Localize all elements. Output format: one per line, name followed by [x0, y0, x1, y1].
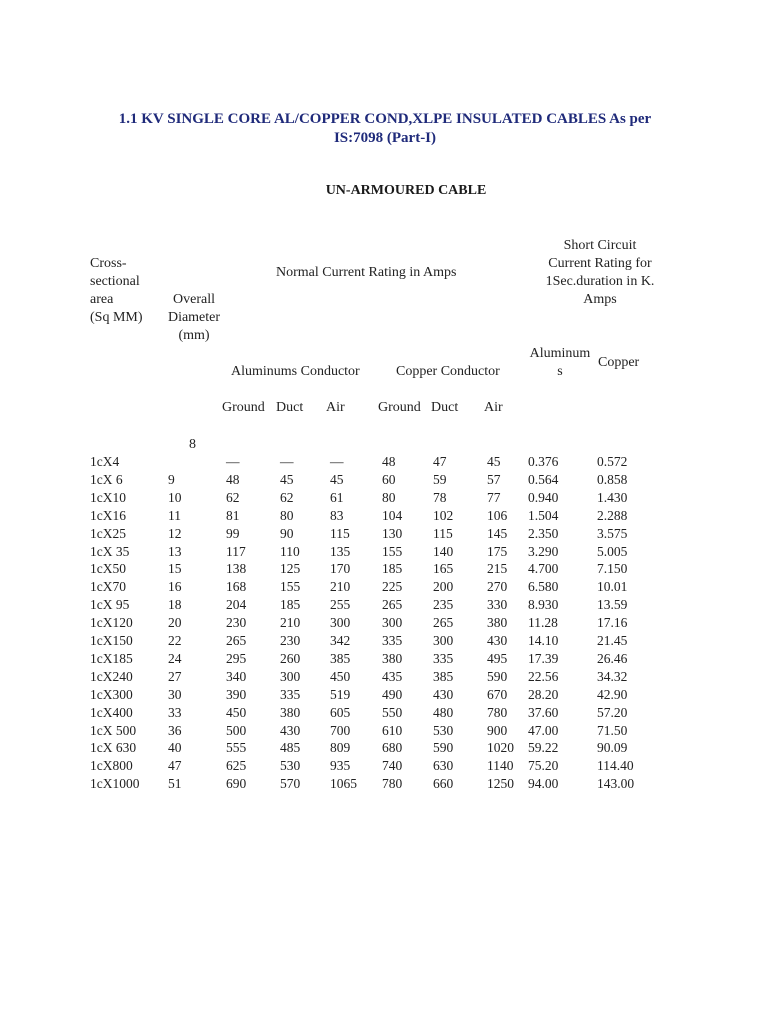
cell-cu-air: 430 — [487, 633, 508, 648]
cell-dia: 36 — [168, 722, 182, 738]
cell-al-air: 135 — [330, 543, 351, 559]
cell-cu-air: 215 — [487, 561, 508, 577]
cell-sc-al: 37.60 — [528, 704, 559, 720]
table-row — [0, 739, 768, 757]
cell-dia: 10 — [168, 489, 182, 505]
cell-al-duct: 110 — [280, 543, 300, 559]
cell-cu-air: 1140 — [487, 758, 514, 774]
cell-sc-cu: 90.09 — [597, 740, 628, 756]
cell-al-duct: 300 — [280, 668, 301, 684]
table-row — [0, 668, 768, 686]
header-normal-current-rating: Normal Current Rating in Amps — [276, 265, 457, 280]
cell-dia: 9 — [168, 471, 175, 487]
cell-al-duct: 485 — [280, 740, 301, 756]
cell-cu-ground: 48 — [382, 454, 396, 469]
cell-sc-al: 28.20 — [528, 686, 559, 702]
cell-sc-cu: 17.16 — [597, 615, 628, 631]
cell-al-air: 519 — [330, 686, 351, 702]
cell-size: 1cX185 — [90, 650, 133, 666]
table-row — [0, 686, 768, 704]
cell-al-air: 255 — [330, 597, 351, 613]
cell-cu-ground: 185 — [382, 561, 403, 577]
cell-size: 1cX 95 — [90, 597, 130, 613]
cell-size: 1cX 35 — [90, 543, 130, 559]
cell-sc-cu: 13.59 — [597, 597, 628, 613]
cell-cu-ground: 130 — [382, 525, 403, 541]
cell-size: 1cX 500 — [90, 722, 137, 738]
cell-al-duct: 185 — [280, 597, 301, 613]
cell-sc-al: 75.20 — [528, 758, 559, 774]
table-row — [0, 757, 768, 775]
cell-cu-duct: 265 — [433, 615, 454, 631]
cell-al-duct: — — [280, 454, 294, 469]
cell-al-duct: 62 — [280, 489, 294, 505]
table-row — [0, 704, 768, 722]
cell-al-air: 935 — [330, 758, 351, 774]
cell-al-duct: 210 — [280, 615, 301, 631]
cell-sc-al: 11.28 — [528, 615, 558, 631]
cell-al-duct: 230 — [280, 633, 301, 648]
cell-cu-ground: 265 — [382, 597, 403, 613]
cell-sc-cu: 3.575 — [597, 525, 628, 541]
cell-al-air: 700 — [330, 722, 351, 738]
cell-sc-cu: 114.40 — [597, 758, 634, 774]
cell-sc-cu: 5.005 — [597, 543, 628, 559]
cell-al-ground: 450 — [226, 704, 247, 720]
cell-size: 1cX240 — [90, 668, 133, 684]
cell-size: 1cX4 — [90, 454, 120, 469]
cell-cu-air: 175 — [487, 543, 508, 559]
cell-cu-duct: 200 — [433, 579, 454, 595]
cell-al-air: 115 — [330, 525, 350, 541]
cell-al-ground: 62 — [226, 489, 240, 505]
cell-cu-air: 380 — [487, 615, 508, 631]
cell-al-air: 210 — [330, 579, 351, 595]
cell-sc-cu: 0.572 — [597, 454, 628, 469]
cell-dia: 11 — [168, 507, 181, 523]
table-row — [0, 775, 768, 793]
cell-al-air: 61 — [330, 489, 344, 505]
cell-size: 1cX 630 — [90, 740, 137, 756]
header-al-air: Air — [326, 400, 345, 415]
cell-size: 1cX50 — [90, 561, 126, 577]
cell-al-air: 170 — [330, 561, 351, 577]
cell-al-ground: 390 — [226, 686, 247, 702]
header-cu-ground: Ground — [378, 400, 421, 415]
cell-al-ground: 340 — [226, 668, 247, 684]
cell-al-air: 342 — [330, 633, 351, 648]
cell-cu-ground: 780 — [382, 776, 403, 792]
cell-cu-air: 77 — [487, 489, 501, 505]
cell-al-ground: 690 — [226, 776, 247, 792]
cell-sc-al: 17.39 — [528, 650, 559, 666]
table-row — [0, 632, 768, 650]
cell-cu-duct: 430 — [433, 686, 454, 702]
cell-cu-duct: 59 — [433, 471, 447, 487]
cell-cu-duct: 590 — [433, 740, 454, 756]
cell-al-duct: 45 — [280, 471, 294, 487]
cell-al-duct: 90 — [280, 525, 294, 541]
cell-sc-cu: 26.46 — [597, 650, 628, 666]
header-cu-air: Air — [484, 400, 503, 415]
cell-cu-ground: 225 — [382, 579, 403, 595]
cell-al-ground: 117 — [226, 543, 246, 559]
cell-cu-air: 1250 — [487, 776, 514, 792]
cell-al-duct: 380 — [280, 704, 301, 720]
table-row — [0, 650, 768, 668]
cell-sc-al: 47.00 — [528, 722, 559, 738]
title-line-2: IS:7098 (Part-I) — [333, 130, 437, 146]
cell-sc-al: 0.564 — [528, 471, 559, 487]
cell-dia: 24 — [168, 650, 182, 666]
cell-al-duct: 570 — [280, 776, 301, 792]
cell-sc-al: 3.290 — [528, 543, 559, 559]
cell-al-ground: 230 — [226, 615, 247, 631]
cell-sc-cu: 0.858 — [597, 471, 628, 487]
header-overall-diameter: Overall Diameter (mm) — [167, 292, 221, 343]
cell-sc-al: 0.940 — [528, 489, 559, 505]
cell-sc-cu: 7.150 — [597, 561, 628, 577]
cell-sc-al: 59.22 — [528, 740, 559, 756]
header-sc-aluminums: Aluminum s — [529, 346, 591, 379]
cell-al-air: 1065 — [330, 776, 357, 792]
table-row — [0, 471, 768, 489]
cell-al-air: 385 — [330, 650, 351, 666]
cell-al-air: 450 — [330, 668, 351, 684]
cell-size: 1cX400 — [90, 704, 133, 720]
table-row — [0, 560, 768, 578]
document-title — [80, 110, 690, 148]
cell-cu-air: 145 — [487, 525, 508, 541]
cell-sc-al: 8.930 — [528, 597, 559, 613]
cell-al-duct: 260 — [280, 650, 301, 666]
cell-dia: 12 — [168, 525, 182, 541]
cell-cu-air: 330 — [487, 597, 508, 613]
cell-size: 1cX800 — [90, 758, 133, 774]
cell-size: 1cX70 — [90, 579, 126, 595]
cell-dia: 18 — [168, 597, 182, 613]
stray-diameter-value: 8 — [189, 437, 196, 452]
cell-sc-cu: 42.90 — [597, 686, 628, 702]
table-row — [0, 578, 768, 596]
cell-sc-cu: 2.288 — [597, 507, 628, 523]
cell-sc-al: 94.00 — [528, 776, 559, 792]
cell-cu-ground: 335 — [382, 633, 403, 648]
table-row — [0, 722, 768, 740]
cell-sc-al: 4.700 — [528, 561, 559, 577]
header-cross-sectional-area: Cross- sectional area (Sq MM) — [90, 256, 143, 325]
cell-cu-air: 270 — [487, 579, 508, 595]
cell-dia: 40 — [168, 740, 182, 756]
cell-cu-duct: 530 — [433, 722, 454, 738]
cell-cu-air: 106 — [487, 507, 508, 523]
cell-cu-ground: 740 — [382, 758, 403, 774]
cell-cu-duct: 235 — [433, 597, 454, 613]
cell-cu-duct: 165 — [433, 561, 454, 577]
cell-size: 1cX1000 — [90, 776, 140, 792]
table-row — [0, 614, 768, 632]
cell-al-duct: 530 — [280, 758, 301, 774]
cell-cu-ground: 60 — [382, 471, 396, 487]
cell-sc-al: 1.504 — [528, 507, 559, 523]
cell-sc-cu: 57.20 — [597, 704, 628, 720]
header-cu-duct: Duct — [431, 400, 459, 415]
cell-cu-ground: 490 — [382, 686, 403, 702]
cell-al-ground: 99 — [226, 525, 240, 541]
table-row — [0, 507, 768, 525]
cell-cu-air: 495 — [487, 650, 508, 666]
cell-cu-air: 670 — [487, 686, 508, 702]
cell-dia: 47 — [168, 758, 182, 774]
cell-cu-ground: 155 — [382, 543, 403, 559]
header-al-duct: Duct — [276, 400, 304, 415]
header-copper-conductor: Copper Conductor — [396, 364, 500, 379]
cell-sc-al: 6.580 — [528, 579, 559, 595]
cell-sc-cu: 34.32 — [597, 668, 628, 684]
cell-cu-ground: 610 — [382, 722, 403, 738]
cell-cu-ground: 435 — [382, 668, 403, 684]
cell-dia: 16 — [168, 579, 182, 595]
cell-cu-ground: 380 — [382, 650, 403, 666]
cell-cu-duct: 335 — [433, 650, 454, 666]
cell-al-air: 83 — [330, 507, 344, 523]
title-line-1: 1.1 KV SINGLE CORE AL/COPPER COND,XLPE INSULATED CABLES As per — [118, 111, 652, 127]
cell-al-air: 45 — [330, 471, 344, 487]
cell-cu-ground: 300 — [382, 615, 403, 631]
cell-sc-cu: 1.430 — [597, 489, 628, 505]
cell-cu-air: 900 — [487, 722, 508, 738]
cell-cu-duct: 78 — [433, 489, 447, 505]
cell-cu-air: 57 — [487, 471, 501, 487]
cell-sc-al: 14.10 — [528, 633, 559, 648]
cell-al-air: 605 — [330, 704, 351, 720]
table-row — [0, 596, 768, 614]
cell-size: 1cX300 — [90, 686, 133, 702]
cell-dia: 13 — [168, 543, 182, 559]
cell-dia: 30 — [168, 686, 182, 702]
cell-al-air: — — [330, 454, 344, 469]
cell-al-duct: 335 — [280, 686, 301, 702]
cell-cu-duct: 480 — [433, 704, 454, 720]
cell-al-air: 809 — [330, 740, 351, 756]
cell-sc-cu: 10.01 — [597, 579, 628, 595]
cell-size: 1cX25 — [90, 525, 126, 541]
table-row — [0, 453, 768, 471]
cell-cu-ground: 680 — [382, 740, 403, 756]
cell-dia: 22 — [168, 633, 182, 648]
cell-sc-al: 22.56 — [528, 668, 559, 684]
header-sc-copper: Copper — [598, 355, 640, 370]
cell-cu-air: 45 — [487, 454, 501, 469]
cell-size: 1cX16 — [90, 507, 126, 523]
cell-sc-cu: 143.00 — [597, 776, 635, 792]
cell-cu-air: 780 — [487, 704, 508, 720]
cell-size: 1cX120 — [90, 615, 133, 631]
cell-cu-air: 1020 — [487, 740, 514, 756]
cell-al-ground: 138 — [226, 561, 247, 577]
cell-cu-duct: 660 — [433, 776, 454, 792]
cell-al-duct: 155 — [280, 579, 301, 595]
cell-cu-duct: 115 — [433, 525, 453, 541]
cell-cu-duct: 385 — [433, 668, 454, 684]
cell-sc-al: 2.350 — [528, 525, 559, 541]
cell-cu-duct: 300 — [433, 633, 454, 648]
cell-cu-duct: 140 — [433, 543, 454, 559]
cell-al-ground: 168 — [226, 579, 247, 595]
cell-size: 1cX150 — [90, 633, 133, 648]
cell-cu-ground: 80 — [382, 489, 396, 505]
table-row — [0, 489, 768, 507]
table-row — [0, 525, 768, 543]
cell-al-ground: — — [226, 454, 240, 469]
cable-type-subtitle: UN-ARMOURED CABLE — [325, 183, 487, 198]
cell-sc-cu: 71.50 — [597, 722, 628, 738]
header-aluminums-conductor: Aluminums Conductor — [231, 364, 360, 379]
cell-al-ground: 555 — [226, 740, 247, 756]
cell-cu-duct: 102 — [433, 507, 454, 523]
header-al-ground: Ground — [222, 400, 265, 415]
table-row — [0, 543, 768, 561]
cell-al-ground: 500 — [226, 722, 247, 738]
header-short-circuit-rating: Short Circuit Current Rating for 1Sec.duration in K. Amps — [545, 238, 655, 307]
cell-al-air: 300 — [330, 615, 351, 631]
cell-al-ground: 265 — [226, 633, 247, 648]
cell-al-ground: 625 — [226, 758, 247, 774]
cell-al-ground: 204 — [226, 597, 247, 613]
cell-sc-cu: 21.45 — [597, 633, 628, 648]
cell-al-ground: 295 — [226, 650, 247, 666]
cell-cu-air: 590 — [487, 668, 508, 684]
cell-dia: 33 — [168, 704, 182, 720]
cell-cu-duct: 47 — [433, 454, 447, 469]
cell-sc-al: 0.376 — [528, 454, 559, 469]
cell-size: 1cX10 — [90, 489, 126, 505]
cell-cu-duct: 630 — [433, 758, 454, 774]
cell-al-duct: 430 — [280, 722, 301, 738]
cell-cu-ground: 550 — [382, 704, 403, 720]
cell-dia: 27 — [168, 668, 182, 684]
cell-al-duct: 80 — [280, 507, 294, 523]
cell-al-ground: 81 — [226, 507, 240, 523]
cell-size: 1cX 6 — [90, 471, 123, 487]
cell-cu-ground: 104 — [382, 507, 403, 523]
cell-dia: 15 — [168, 561, 182, 577]
cell-al-duct: 125 — [280, 561, 301, 577]
cell-al-ground: 48 — [226, 471, 240, 487]
cell-dia: 20 — [168, 615, 182, 631]
cell-dia: 51 — [168, 776, 182, 792]
